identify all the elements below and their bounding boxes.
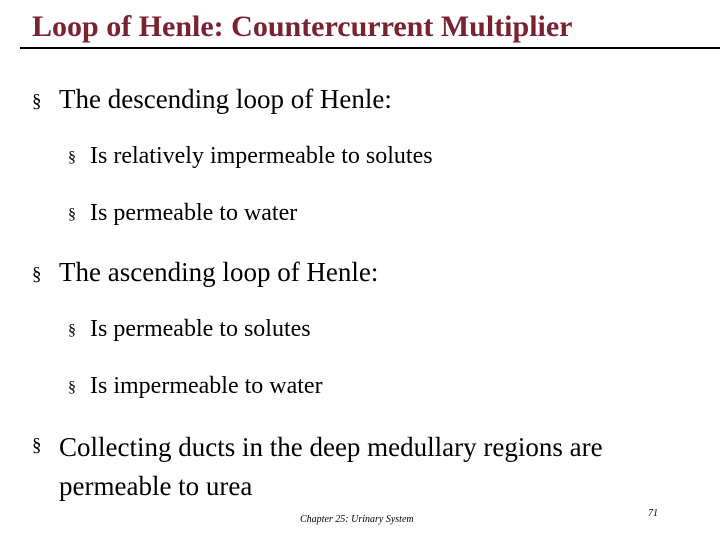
bullet-marker: § [68,379,76,396]
slide-title: Loop of Henle: Countercurrent Multiplier [32,10,573,43]
bullet-text: The descending loop of Henle: [59,84,392,114]
bullet-text: The ascending loop of Henle: [59,257,379,287]
bullet-marker: § [68,322,76,339]
bullet-marker: § [32,264,42,285]
slide-footer: Chapter 25: Urinary System [300,514,414,525]
bullet-marker: § [68,206,76,223]
bullet-marker: § [32,435,42,456]
bullet-marker: § [68,149,76,166]
bullet-text: Is relatively impermeable to solutes [90,143,433,169]
title-underline [20,47,720,49]
bullet-text: Is permeable to water [90,200,298,226]
page-number: 71 [648,508,658,519]
bullet-text: Is permeable to solutes [90,316,311,342]
bullet-marker: § [32,91,42,112]
bullet-text: Is impermeable to water [90,373,323,399]
bullet-text: Collecting ducts in the deep medullary regions are permeable to urea [59,432,603,502]
